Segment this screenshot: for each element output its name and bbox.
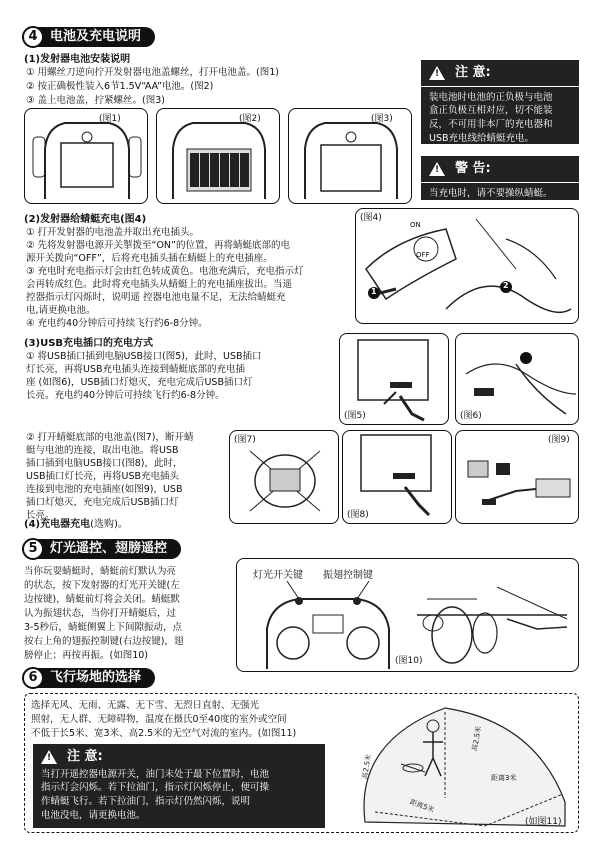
battery-install-heading: (1)发射器电池安装说明 (24, 54, 131, 65)
notice-throttle (33, 744, 325, 828)
notice-throttle-line: 当打开遥控器电源开关，油门未处于最下位置时，电池 (41, 768, 270, 780)
light-control-line: 的状态，按下发射器的灯光开关键(左 (24, 580, 180, 591)
notice-charging-line: 当充电时，请不要操纵蜻蜓。 (429, 187, 553, 199)
figure-8-label: (图8) (347, 510, 369, 520)
figure-10-label: (图10) (395, 656, 423, 666)
charge-step-line: ① 打开发射器的电池盖并取出充电插头。 (26, 227, 200, 238)
charger-heading: (4)充电器充电 (24, 519, 91, 530)
battery-step-2: ② 按正确极性装入6节1.5V“AA”电池。(图2) (26, 81, 214, 92)
section5-number: 5 (22, 538, 44, 560)
notice-battery-title-row (421, 60, 579, 87)
usb-step-line: 灯长亮，再将USB充电插头连接到蜻蜓底部的充电插 (26, 364, 246, 375)
usb-step2-line: 插口灯熄灭，充电完成后USB插口灯 (26, 497, 179, 508)
figure-5 (339, 333, 449, 425)
usb-charge-heading: (3)USB充电插口的充电方式 (24, 338, 154, 349)
width-dimension: 距离3米 (491, 774, 517, 782)
figure-2-label: (图2) (239, 114, 261, 124)
figure-3-label: (图3) (371, 114, 393, 124)
usb-step2-line: 插口插到电脑USB接口(图8)，此时， (26, 458, 183, 469)
light-control-line: 认为振翅状态，当你打开蜻蜓后，过 (24, 608, 177, 619)
charge-step-line: ② 先将发射器电源开关掣拨至“ON”的位置，再将蜻蜓底部的电 (26, 240, 290, 251)
usb-step-line: ① 将USB插口插到电脑USB接口(图5)，此时，USB插口 (26, 351, 262, 362)
height-dimension: 高2.5米 (360, 753, 373, 780)
length-dimension: 距离5米 (408, 797, 436, 815)
flight-area-line: 选择无风、无雨、无露、无下雪、无烈日直射、无强光 (31, 700, 260, 711)
section6-title: 飞行场地的选择 (34, 668, 155, 688)
figure-1 (24, 108, 148, 204)
charge-step-line: 电,请更换电池。 (26, 305, 96, 316)
section4-header (22, 26, 155, 48)
charge-step-line: ④ 充电约40分钟后可持续飞行约6-8分钟。 (26, 318, 208, 329)
charge-step-line: ③ 充电时充电指示灯会由红色转成黄色。电池充满后，充电指示灯 (26, 266, 304, 277)
light-control-line: 边按键)，蜻蜓前灯将会关闭。蜻蜓默 (24, 594, 180, 605)
switch-off-label: OFF (416, 251, 430, 259)
charger-heading-row (24, 518, 128, 532)
notice-throttle-line: 指示灯会闪烁。若下拉油门，指示灯闪烁停止，便可操 (41, 782, 270, 794)
transmitter-closed-illustration (289, 109, 412, 204)
usb-step-line: 座 (如图6)，USB插口灯熄灭，充电完成后USB插口灯 (26, 377, 253, 388)
section5-header (22, 538, 181, 560)
section6-header (22, 667, 155, 689)
transmitter-charge-heading: (2)发射器给蜻蜓充电(图4) (24, 214, 147, 225)
charge-step-line: 会再转成红色。此时将充电插头从蜻蜓上的充电插座拔出。当遥 (26, 279, 293, 290)
notice-charging-title-row (421, 156, 579, 183)
usb-step2-line: 连接到电池的充电插座(如图9)，USB (26, 484, 183, 495)
figure-4-label: (图4) (360, 213, 382, 223)
notice-charging-title: 警 告: (455, 161, 491, 176)
figure-5-label: (图5) (344, 411, 366, 421)
figure-10 (236, 558, 579, 672)
warning-icon (429, 66, 445, 80)
battery-step-1: ① 用螺丝刀逆向拧开发射器电池盖螺丝，打开电池盖。(图1) (26, 67, 279, 78)
flight-area-box (24, 693, 579, 833)
flight-area-line: 照射，无人群、无障碍物，温度在摄氏0至40度的室外或空间 (31, 714, 287, 725)
wing-control-label: 振翅控制键 (323, 570, 373, 581)
figure-7 (229, 430, 339, 524)
notice-battery-line: 装电池时电池的正负极与电池 (429, 91, 553, 103)
figure-11-label: (如图11) (525, 817, 562, 827)
usb-step2-line: USB插口灯长亮，再将USB充电插头 (26, 471, 180, 482)
figure-1-label: (图1) (99, 114, 121, 124)
figure-9-label: (图9) (548, 435, 570, 445)
light-control-line: 3-5秒后，蜻蜓侧翼上下间隙振动，点 (24, 622, 183, 633)
transmitter-back-illustration (25, 109, 148, 204)
section5-title: 灯光遥控、翅膀遥控 (34, 539, 181, 559)
notice-battery-line: 盒正负极互相对应，切不能装 (429, 105, 553, 117)
usb-step-line: 长亮。充电约40分钟后可持续飞行约6-8分钟。 (26, 390, 225, 401)
figure-6-label: (图6) (460, 411, 482, 421)
warning-icon (41, 750, 57, 764)
usb-step2-line: 长亮。 (26, 510, 55, 521)
notice-throttle-title: 注 意: (67, 749, 103, 764)
notice-charging-warning (421, 156, 579, 200)
notice-throttle-title-row (33, 744, 325, 768)
battery-step-3: ③ 盖上电池盖，拧紧螺丝。(图3) (26, 95, 165, 106)
step-2-marker: 2 (503, 281, 509, 290)
notice-battery (421, 60, 579, 144)
notice-throttle-line: 电池没电，请更换电池。 (41, 809, 146, 821)
section4-number: 4 (22, 26, 44, 48)
figure-6 (455, 333, 579, 425)
step-1-marker: 1 (371, 287, 377, 296)
usb-step2-line: 蜓与电池的连接，取出电池。将USB (26, 445, 179, 456)
transmitter-charge-illustration (356, 209, 579, 324)
notice-battery-title: 注 意: (455, 65, 491, 80)
flight-area-line: 不低于长5米、宽3米、高2.5米的无空气对流的室内。(如图11) (31, 728, 297, 739)
figure-3 (288, 108, 412, 204)
usb-step2-line: ② 打开蜻蜓底部的电池盖(图7)，断开蜻 (26, 432, 194, 443)
switch-on-label: ON (410, 221, 421, 229)
charger-suffix: (选购)。 (90, 519, 128, 530)
figure-9 (455, 430, 579, 524)
height-dimension-2: 高2.5米 (470, 725, 483, 752)
figure-4 (355, 208, 579, 324)
light-control-line: 按右上角的翅振控制键(右边按键)，翅 (24, 636, 184, 647)
battery-compartment-illustration (157, 109, 280, 204)
section4-title: 电池及充电说明 (34, 27, 155, 47)
charge-step-line: 源开关拨向“OFF”，后将充电插头插在蜻蜓上的充电插座。 (26, 253, 273, 264)
notice-battery-line: 反，不可用非本厂的充电器和 (429, 119, 553, 131)
light-control-line: 当你玩耍蜻蜓时，蜻蜓前灯默认为亮 (24, 566, 177, 577)
notice-throttle-line: 作蜻蜓飞行。若下拉油门，指示灯仍然闪烁，说明 (41, 796, 251, 808)
charge-step-line: 控器指示灯闪烁时，说明遥 控器电池电量不足，无法给蜻蜓充 (26, 292, 286, 303)
warning-icon (429, 162, 445, 176)
notice-battery-line: USB充电线给蜻蜓充电。 (429, 132, 535, 144)
light-switch-label: 灯光开关键 (253, 570, 303, 581)
figure-8 (342, 430, 452, 524)
section6-number: 6 (22, 667, 44, 689)
light-control-line: 膀停止；再按再振。(如图10) (24, 650, 149, 661)
figure-7-label: (图7) (234, 435, 256, 445)
figure-2 (156, 108, 280, 204)
